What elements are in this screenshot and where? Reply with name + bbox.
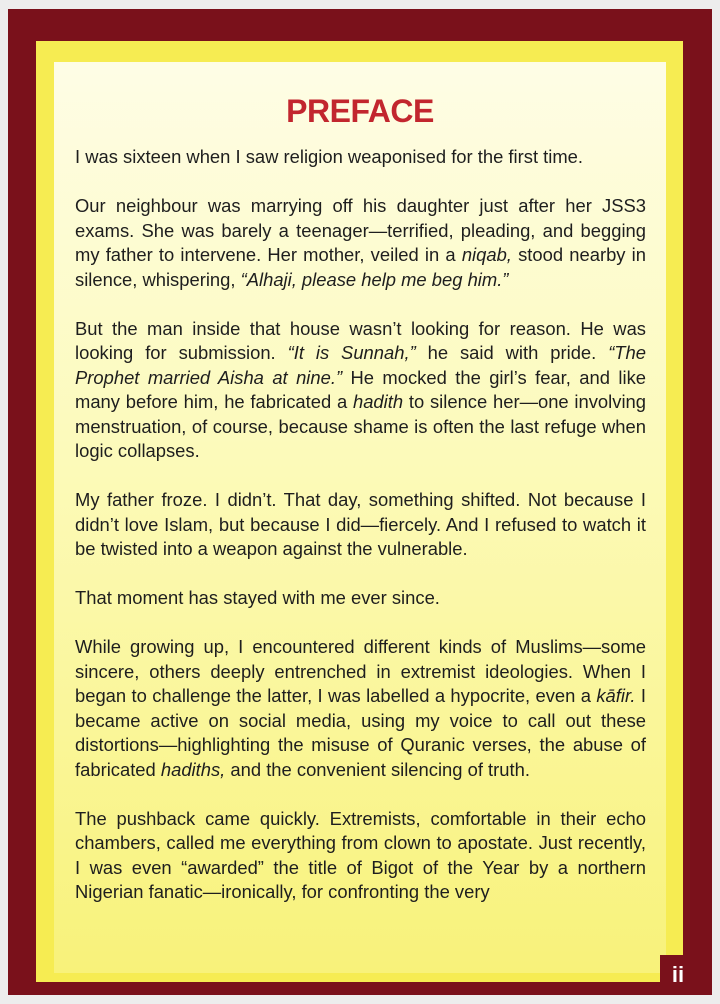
quote-prophet: “The Prophet married Aisha at nine.” [75,342,647,388]
emphasis-hadith: hadith [352,391,404,412]
paragraph-2-text-a: Our neighbour was marrying off his daughter just after her JSS3 exams. She was barely a teenager—terrified, pleading, and begging my father to intervene. Her mother, veiled in a [75,195,646,265]
paragraph-7 [75,807,646,905]
paragraph-2-text-b: stood nearby in silence, whispering, [75,244,646,290]
quote-alhaji: “Alhaji, please help me beg him.” [240,268,509,290]
page-number: ii [660,955,696,993]
emphasis-niqab: niqab, [461,244,512,265]
paragraph-3 [75,317,646,464]
paragraph-7-text: The pushback came quickly. Extremists, comfortable in their echo chambers, called me everything from clown to apostate. Just recently, I was even “awarded” the title of Bigot of the Year by a northern Nigerian fanatic—ironically, for confronting the very [75,807,646,902]
emphasis-kafir: kāfir. [596,685,636,706]
paragraph-6 [75,635,646,782]
page-title: PREFACE [286,93,434,129]
paragraph-5-text: That moment has stayed with me ever since. [75,587,440,608]
paragraph-1-text: I was sixteen when I saw religion weaponised for the first time. [75,146,584,167]
paragraph-2 [75,194,646,292]
paragraph-1 [75,145,646,170]
paragraph-3-text-d: to silence her—one involving menstruation, of course, because shame is often the last refuge when logic collapses. [75,391,646,461]
emphasis-hadiths: hadiths, [160,758,226,780]
paragraph-6-text-c: and the convenient silencing of truth. [225,758,530,780]
quote-sunnah: “It is Sunnah,” [287,342,416,363]
paragraph-4 [75,488,646,562]
paragraph-3-text-b: he said with pride. [415,342,609,363]
preface-body [75,145,646,929]
paragraph-3-text-a: But the man inside that house wasn’t looking for reason. He was looking for submission. [75,317,646,363]
paragraph-6-text-b: I became active on social media, using my voice to call out these distortions—highlighting the misuse of Quranic verses, the abuse of fabricated [75,685,646,780]
paragraph-3-text-c: He mocked the girl’s fear, and like many before him, he fabricated a [75,366,646,412]
paragraph-5 [75,586,646,611]
paragraph-4-text: My father froze. I didn’t. That day, something shifted. Not because I didn’t love Islam, but because I did—fiercely. And I refused to watch it be twisted into a weapon against the vulnerable. [75,489,646,559]
paragraph-6-text-a: While growing up, I encountered different kinds of Muslims—some sincere, others deeply entrenched in extremist ideologies. When I began to challenge the latter, I was labelled a hypocrite, even a [75,636,646,706]
